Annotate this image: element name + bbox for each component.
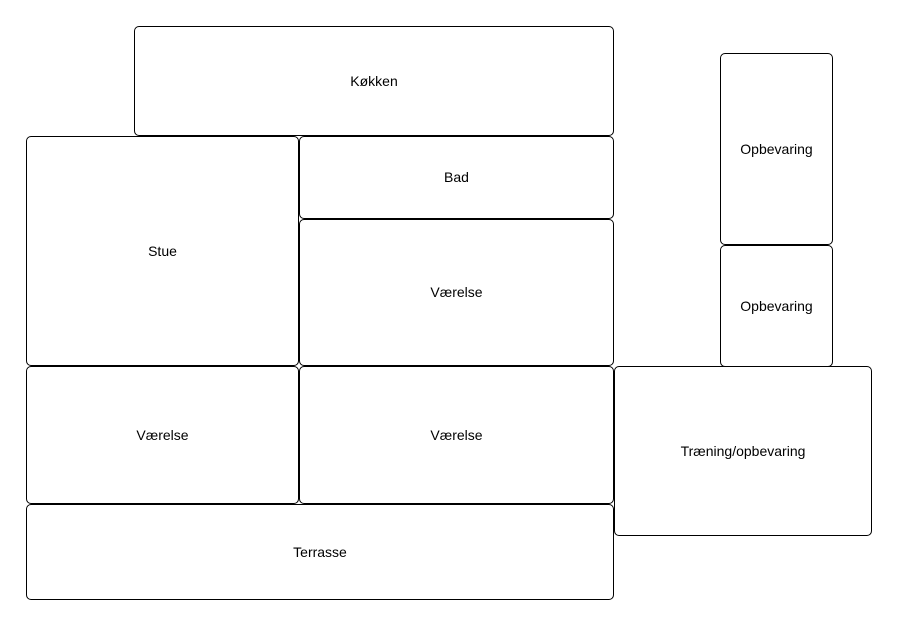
room-label: Terrasse bbox=[293, 543, 347, 560]
room-storage-lower[interactable] bbox=[720, 245, 833, 367]
room-living-room[interactable] bbox=[26, 136, 299, 366]
room-label: Opbevaring bbox=[740, 297, 813, 314]
room-label: Bad bbox=[444, 169, 469, 186]
room-kitchen[interactable] bbox=[134, 26, 614, 136]
room-storage-upper[interactable] bbox=[720, 53, 833, 245]
room-label: Værelse bbox=[136, 426, 189, 443]
room-bathroom[interactable] bbox=[299, 136, 614, 219]
room-label: Værelse bbox=[430, 284, 483, 301]
room-bedroom-upper[interactable] bbox=[299, 219, 614, 366]
room-bedroom-middle[interactable] bbox=[299, 366, 614, 504]
room-bedroom-left[interactable] bbox=[26, 366, 299, 504]
room-terrace[interactable] bbox=[26, 504, 614, 600]
room-label: Værelse bbox=[430, 426, 483, 443]
room-label: Træning/opbevaring bbox=[680, 442, 806, 459]
room-training-storage[interactable] bbox=[614, 366, 872, 536]
room-label: Stue bbox=[148, 242, 177, 259]
room-label: Opbevaring bbox=[740, 140, 813, 157]
room-label: Køkken bbox=[350, 72, 398, 89]
